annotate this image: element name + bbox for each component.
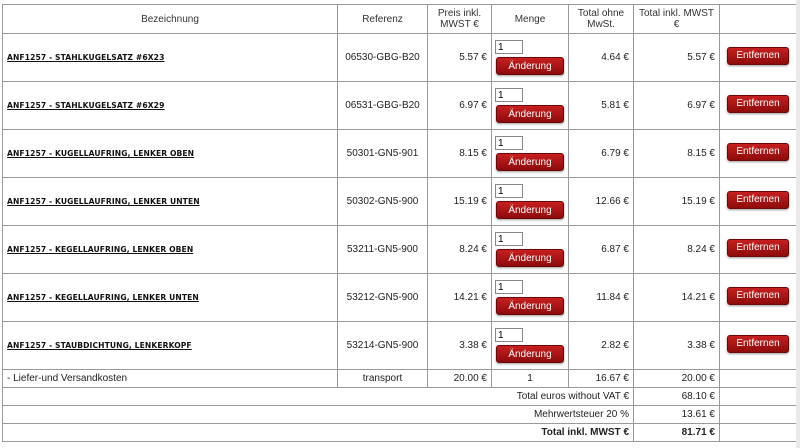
remove-item-button[interactable]: Entfernen — [727, 95, 789, 113]
item-name-link[interactable]: ANF1257 - KUGELLAUFRING, LENKER UNTEN — [7, 197, 200, 206]
update-quantity-button[interactable]: Änderung — [496, 153, 564, 171]
item-qty-cell — [492, 178, 569, 226]
summary-without-vat-row — [3, 388, 797, 406]
summary-empty-3 — [720, 424, 797, 442]
item-actions — [720, 322, 797, 370]
header-qty: Menge — [492, 5, 569, 34]
summary-total-label: Total inkl. MWST € — [3, 424, 634, 442]
remove-item-button[interactable]: Entfernen — [727, 287, 789, 305]
item-ref: 06531-GBG-B20 — [338, 82, 428, 130]
qty-box — [496, 232, 564, 267]
summary-total-row — [3, 424, 797, 442]
qty-box — [496, 88, 564, 123]
shipping-qty: 1 — [492, 370, 569, 388]
item-ref: 53212-GN5-900 — [338, 274, 428, 322]
qty-box — [496, 40, 564, 75]
item-price: 8.24 € — [428, 226, 492, 274]
quantity-input[interactable] — [495, 88, 523, 102]
item-qty-cell — [492, 130, 569, 178]
item-name-cell — [3, 178, 338, 226]
quantity-input[interactable] — [495, 136, 523, 150]
remove-item-button[interactable]: Entfernen — [727, 239, 789, 257]
summary-without-vat-value: 68.10 € — [634, 388, 720, 406]
item-net: 11.84 € — [569, 274, 634, 322]
item-actions — [720, 130, 797, 178]
item-ref: 06530-GBG-B20 — [338, 34, 428, 82]
item-actions — [720, 34, 797, 82]
update-quantity-button[interactable]: Änderung — [496, 249, 564, 267]
item-gross: 15.19 € — [634, 178, 720, 226]
cart-item-row — [3, 178, 797, 226]
cart-item-row — [3, 130, 797, 178]
header-row — [3, 5, 797, 34]
item-net: 6.79 € — [569, 130, 634, 178]
header-ref: Referenz — [338, 5, 428, 34]
item-ref: 50302-GN5-900 — [338, 178, 428, 226]
item-gross: 8.24 € — [634, 226, 720, 274]
item-gross: 5.57 € — [634, 34, 720, 82]
item-gross: 3.38 € — [634, 322, 720, 370]
quantity-input[interactable] — [495, 280, 523, 294]
item-name-cell — [3, 322, 338, 370]
quantity-input[interactable] — [495, 184, 523, 198]
quantity-input[interactable] — [495, 232, 523, 246]
update-quantity-button[interactable]: Änderung — [496, 57, 564, 75]
item-actions — [720, 226, 797, 274]
item-name-cell — [3, 274, 338, 322]
item-qty-cell — [492, 226, 569, 274]
item-actions — [720, 82, 797, 130]
cart-item-row — [3, 82, 797, 130]
item-actions — [720, 178, 797, 226]
shipping-actions — [720, 370, 797, 388]
header-net: Total ohne MwSt. — [569, 5, 634, 34]
item-name-link[interactable]: ANF1257 - KUGELLAUFRING, LENKER OBEN — [7, 149, 195, 158]
qty-box — [496, 280, 564, 315]
remove-item-button[interactable]: Entfernen — [727, 335, 789, 353]
header-name: Bezeichnung — [3, 5, 338, 34]
summary-empty-1 — [720, 388, 797, 406]
item-net: 5.81 € — [569, 82, 634, 130]
item-qty-cell — [492, 82, 569, 130]
item-name-link[interactable]: ANF1257 - STAHLKUGELSATZ #6X29 — [7, 101, 165, 110]
item-name-cell — [3, 226, 338, 274]
item-name-cell — [3, 130, 338, 178]
update-quantity-button[interactable]: Änderung — [496, 345, 564, 363]
update-quantity-button[interactable]: Änderung — [496, 297, 564, 315]
summary-vat-value: 13.61 € — [634, 406, 720, 424]
shipping-price: 20.00 € — [428, 370, 492, 388]
qty-box — [496, 184, 564, 219]
header-price: Preis inkl. MWST € — [428, 5, 492, 34]
remove-item-button[interactable]: Entfernen — [727, 143, 789, 161]
cart-item-row — [3, 34, 797, 82]
cart-item-row — [3, 322, 797, 370]
item-price: 14.21 € — [428, 274, 492, 322]
item-name-link[interactable]: ANF1257 - KEGELLAUFRING, LENKER OBEN — [7, 245, 194, 254]
item-price: 5.57 € — [428, 34, 492, 82]
item-net: 12.66 € — [569, 178, 634, 226]
item-qty-cell — [492, 274, 569, 322]
qty-box — [496, 136, 564, 171]
item-name-link[interactable]: ANF1257 - STAHLKUGELSATZ #6X23 — [7, 53, 165, 62]
header-gross: Total inkl. MWST € — [634, 5, 720, 34]
scrollbar-edge[interactable] — [796, 0, 800, 448]
update-quantity-button[interactable]: Änderung — [496, 201, 564, 219]
remove-item-button[interactable]: Entfernen — [727, 47, 789, 65]
summary-vat-row — [3, 406, 797, 424]
item-price: 3.38 € — [428, 322, 492, 370]
qty-box — [496, 328, 564, 363]
item-qty-cell — [492, 34, 569, 82]
item-net: 2.82 € — [569, 322, 634, 370]
item-gross: 14.21 € — [634, 274, 720, 322]
shipping-net: 16.67 € — [569, 370, 634, 388]
item-name-cell — [3, 82, 338, 130]
summary-vat-label: Mehrwertsteuer 20 % — [3, 406, 634, 424]
item-price: 6.97 € — [428, 82, 492, 130]
shipping-name: - Liefer-und Versandkosten — [3, 370, 338, 388]
item-price: 8.15 € — [428, 130, 492, 178]
remove-item-button[interactable]: Entfernen — [727, 191, 789, 209]
shipping-row — [3, 370, 797, 388]
item-gross: 6.97 € — [634, 82, 720, 130]
cart-item-row — [3, 274, 797, 322]
item-net: 4.64 € — [569, 34, 634, 82]
item-ref: 50301-GN5-901 — [338, 130, 428, 178]
item-price: 15.19 € — [428, 178, 492, 226]
item-name-link[interactable]: ANF1257 - KEGELLAUFRING, LENKER UNTEN — [7, 293, 199, 302]
cart-table — [2, 4, 797, 442]
summary-total-value: 81.71 € — [634, 424, 720, 442]
item-name-cell — [3, 34, 338, 82]
quantity-input[interactable] — [495, 328, 523, 342]
update-quantity-button[interactable]: Änderung — [496, 105, 564, 123]
summary-without-vat-label: Total euros without VAT € — [3, 388, 634, 406]
item-ref: 53211-GN5-900 — [338, 226, 428, 274]
quantity-input[interactable] — [495, 40, 523, 54]
header-actions — [720, 5, 797, 34]
item-gross: 8.15 € — [634, 130, 720, 178]
item-net: 6.87 € — [569, 226, 634, 274]
cart-item-row — [3, 226, 797, 274]
shipping-gross: 20.00 € — [634, 370, 720, 388]
item-name-link[interactable]: ANF1257 - STAUBDICHTUNG, LENKERKOPF — [7, 341, 192, 350]
item-actions — [720, 274, 797, 322]
item-ref: 53214-GN5-900 — [338, 322, 428, 370]
item-qty-cell — [492, 322, 569, 370]
shipping-ref: transport — [338, 370, 428, 388]
summary-empty-2 — [720, 406, 797, 424]
